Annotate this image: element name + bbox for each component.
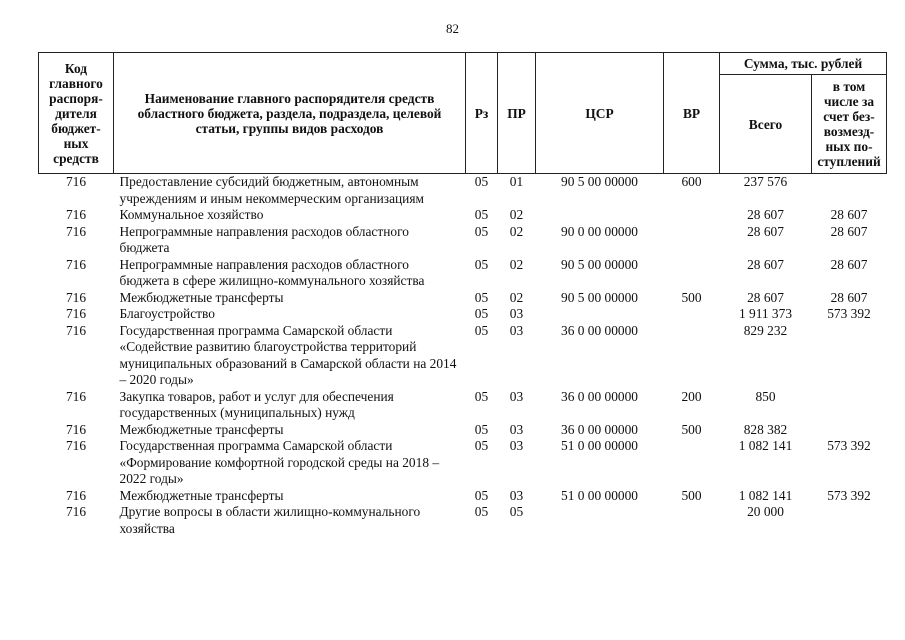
cell-code: 716 <box>65 223 87 239</box>
cell-rz: 05 <box>474 421 489 437</box>
cell-csr: 51 0 00 00000 <box>561 487 638 503</box>
table-row <box>39 174 887 208</box>
header-pr: ПР <box>498 53 536 174</box>
cell-name: Закупка товаров, работ и услуг для обеспечения государственных (муниципальных) нужд <box>119 388 394 420</box>
table-row <box>39 438 887 488</box>
cell-name: Другие вопросы в области жилищно-коммунального хозяйства <box>119 504 421 536</box>
cell-name: Коммунальное хозяйство <box>119 207 264 222</box>
cell-csr: 51 0 00 00000 <box>561 438 638 453</box>
cell-csr: 36 0 00 00000 <box>561 388 638 404</box>
cell-rz: 05 <box>474 438 489 453</box>
header-total: Всего <box>720 75 812 174</box>
table-row <box>39 306 887 323</box>
table-row <box>39 257 887 290</box>
cell-total: 850 <box>755 388 776 404</box>
cell-free: 28 607 <box>830 223 868 239</box>
cell-vr <box>664 438 720 488</box>
cell-total: 28 607 <box>747 256 784 272</box>
cell-free: 573 392 <box>827 487 871 503</box>
cell-total: 28 607 <box>747 207 784 222</box>
cell-total: 1 911 373 <box>738 306 793 321</box>
cell-code: 716 <box>65 306 87 321</box>
table-row <box>39 504 887 537</box>
cell-csr: 36 0 00 00000 <box>561 322 638 338</box>
cell-rz: 05 <box>474 289 489 305</box>
cell-code: 716 <box>65 207 87 222</box>
cell-code: 716 <box>65 421 87 437</box>
cell-name: Межбюджетные трансферты <box>119 289 284 305</box>
cell-csr <box>536 306 664 323</box>
cell-name: Предоставление субсидий бюджетным, автономным учреждениям и иным некоммерческим организациям <box>119 174 424 206</box>
cell-code: 716 <box>65 487 87 503</box>
cell-code: 716 <box>65 322 87 338</box>
cell-free: 573 392 <box>827 306 871 321</box>
cell-csr <box>536 207 664 224</box>
cell-rz: 05 <box>474 256 489 272</box>
cell-rz: 05 <box>474 223 489 239</box>
cell-vr <box>664 504 720 537</box>
cell-csr <box>536 504 664 537</box>
cell-name: Межбюджетные трансферты <box>119 487 284 503</box>
cell-csr: 90 5 00 00000 <box>561 174 638 189</box>
cell-free <box>812 174 887 208</box>
cell-name: Межбюджетные трансферты <box>119 421 284 437</box>
cell-pr: 02 <box>509 207 524 222</box>
cell-pr: 03 <box>509 421 524 437</box>
cell-free: 573 392 <box>827 438 871 453</box>
cell-rz: 05 <box>474 306 489 321</box>
header-csr: ЦСР <box>536 53 664 174</box>
cell-vr: 200 <box>681 388 702 404</box>
table-row <box>39 422 887 439</box>
cell-vr: 500 <box>681 289 702 305</box>
cell-total: 28 607 <box>747 289 784 305</box>
cell-free <box>812 323 887 389</box>
cell-code: 716 <box>65 289 87 305</box>
cell-code: 716 <box>65 256 87 272</box>
cell-pr: 05 <box>509 504 524 519</box>
cell-total: 828 382 <box>743 421 788 437</box>
cell-vr: 500 <box>681 487 702 503</box>
cell-vr <box>664 323 720 389</box>
cell-vr <box>664 257 720 290</box>
table-body <box>39 174 887 538</box>
cell-vr: 600 <box>681 174 702 189</box>
cell-pr: 02 <box>509 223 524 239</box>
cell-rz: 05 <box>474 504 489 519</box>
budget-table-wrapper <box>38 52 886 537</box>
cell-free <box>812 389 887 422</box>
cell-name: Непрограммные направления расходов областного бюджета <box>119 223 409 255</box>
header-free: в том числе за счет без-возмезд-ных по-ступлений <box>812 75 887 174</box>
table-row <box>39 488 887 505</box>
cell-name: Благоустройство <box>119 306 215 321</box>
header-name: Наименование главного распорядителя средств областного бюджета, раздела, подраздела, целевой статьи, группы видов расходов <box>114 53 466 174</box>
cell-vr <box>664 207 720 224</box>
cell-pr: 03 <box>509 438 524 453</box>
cell-name: Непрограммные направления расходов областного бюджета в сфере жилищно-коммунального хозяйства <box>119 256 425 288</box>
cell-csr: 90 5 00 00000 <box>561 289 638 305</box>
table-row <box>39 323 887 389</box>
cell-code: 716 <box>65 504 87 519</box>
cell-pr: 03 <box>509 388 524 404</box>
header-vr: ВР <box>664 53 720 174</box>
header-code: Код главного распоря-дителя бюджет-ных средств <box>39 53 114 174</box>
cell-pr: 03 <box>509 487 524 503</box>
cell-total: 28 607 <box>747 223 784 239</box>
cell-free: 28 607 <box>830 289 868 305</box>
header-rz: Рз <box>466 53 498 174</box>
table-header <box>39 53 887 174</box>
cell-code: 716 <box>65 438 87 453</box>
cell-pr: 01 <box>509 174 524 189</box>
cell-pr: 02 <box>509 289 524 305</box>
cell-rz: 05 <box>474 322 489 338</box>
cell-rz: 05 <box>474 174 489 189</box>
table-row <box>39 290 887 307</box>
table-row <box>39 389 887 422</box>
cell-vr: 500 <box>681 421 702 437</box>
cell-free <box>812 422 887 439</box>
cell-code: 716 <box>65 388 87 404</box>
cell-rz: 05 <box>474 388 489 404</box>
page-number: 82 <box>446 21 459 36</box>
cell-total: 1 082 141 <box>738 487 793 503</box>
cell-free <box>812 504 887 537</box>
cell-total: 20 000 <box>747 504 784 519</box>
cell-pr: 02 <box>509 256 524 272</box>
cell-total: 829 232 <box>743 322 788 338</box>
cell-total: 1 082 141 <box>738 438 793 453</box>
cell-csr: 90 0 00 00000 <box>561 223 638 239</box>
cell-vr <box>664 306 720 323</box>
budget-table <box>38 52 887 537</box>
cell-name: Государственная программа Самарской области «Формирование комфортной городской среды на 2018 – 2022 годы» <box>119 438 440 486</box>
cell-free: 28 607 <box>830 207 868 222</box>
cell-free: 28 607 <box>830 256 868 272</box>
header-sum: Сумма, тыс. рублей <box>720 53 887 75</box>
cell-total: 237 576 <box>743 174 788 189</box>
cell-rz: 05 <box>474 207 489 222</box>
table-row <box>39 224 887 257</box>
cell-pr: 03 <box>509 322 524 338</box>
cell-code: 716 <box>65 174 87 189</box>
cell-csr: 90 5 00 00000 <box>561 256 638 272</box>
cell-csr: 36 0 00 00000 <box>561 421 638 437</box>
table-row <box>39 207 887 224</box>
cell-pr: 03 <box>509 306 524 321</box>
cell-vr <box>664 224 720 257</box>
cell-name: Государственная программа Самарской области «Содействие развитию благоустройства территорий муниципальных образований в Самарской области на 2014 – 2020 годы» <box>119 322 457 387</box>
cell-rz: 05 <box>474 487 489 503</box>
